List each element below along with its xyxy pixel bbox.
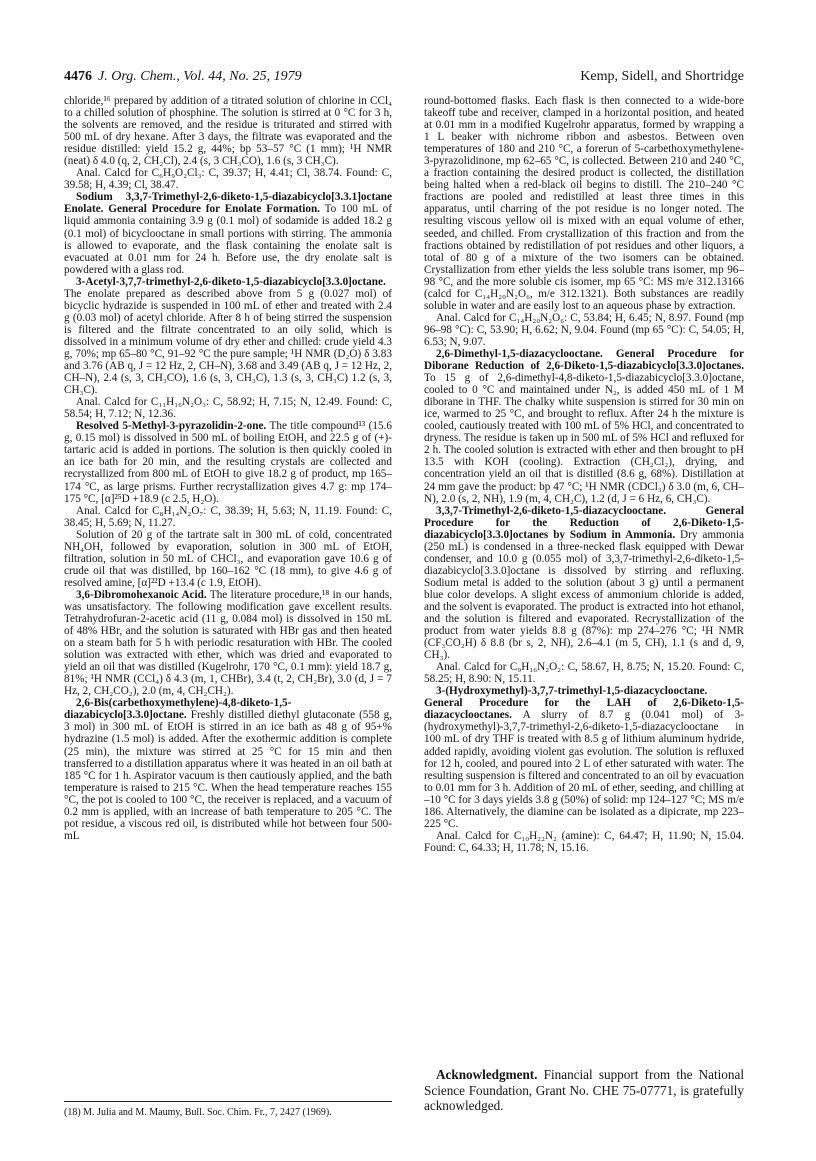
paragraph [64,167,392,191]
paragraph [424,685,744,830]
section-heading: 3-Acetyl-3,7,7-trimethyl-2,6-diketo-1,5-diazabicyclo[3.3.0]octane. [76,275,386,288]
paragraph-text: The literature procedure,¹⁸ in our hands, was unsatisfactory. The following modification gave excellent results. Tetrahydrofuran-2-acetic acid (11 g, 0.084 mol) is dissolved in 150 mL of 48% HBr, and the solution is saturated with HBr gas and then heated on a steam bath for 5 h with periodic resaturation with HBr. The cooled solution was extracted with ether, which was dried and evaporated to yield an oil that was distilled (Kugelrohr, 170 °C, 0.1 mm): yield 18.7 g, 81%; ¹H NMR (CCl₄) δ 4.3 (m, 1, CHBr), 3.4 (t, 2, CH₂Br), 3.0 (d, J = 7 Hz, 2, CH₂CO₂), 2.0 (m, 4, CH₂CH₂). [64,588,392,698]
section-heading: Sodium 3,3,7-Trimethyl-2,6-diketo-1,5-diazabicyclo[3.3.1]octane Enolate. General Procedure for Enolate Formation. [64,191,392,216]
paragraph [64,529,392,589]
section-heading: Resolved 5-Methyl-3-pyrazolidin-2-one. [76,420,267,433]
paragraph-text: Anal. Calcd for C₈H₁₄N₂O₇: C, 38.39; H, 5.63; N, 11.19. Found: C, 38.45; H, 5.69; N, 11.27. [64,504,392,529]
paragraph-text: Anal. Calcd for C₉H₁₆N₂O₂: C, 58.67, H, 8.75; N, 15.20. Found: C, 58.25; H, 8.90: N, 15.11. [424,661,744,686]
acknowledgment-text: Financial support from the National Science Foundation, Grant No. CHE 75-07771, is gratefully acknowledged. [424,1067,744,1114]
paragraph [424,661,744,685]
paragraph [64,95,392,167]
paragraph [64,697,392,842]
paragraph [424,95,744,312]
section-heading: 3,6-Dibromohexanoic Acid. [76,588,207,601]
paragraph-text: Anal. Calcd for C₁₁H₁₆N₂O₃: C, 58.92; H, 7.15; N, 12.49. Found: C, 58.54; H, 7.12; N, 12.36. [64,396,392,421]
section-heading: 2,6-Dimethyl-1,5-diazacyclooctane. General Procedure for Diborane Reduction of 2,6-Diketo-1,5-diazabicyclo[3.3.0]octanes. [424,347,744,373]
acknowledgment [424,1067,744,1114]
acknowledgment-heading: Acknowledgment. [436,1067,538,1082]
right-column [424,95,744,854]
paragraph-text: Freshly distilled diethyl glutaconate (558 g, 3 mol) in 300 mL of EtOH is stirred in an ice bath as 48 g of 95+% hydrazine (1.5 mol) is added. After the exothermic addition is complete (25 min), the mixture was stirred at 25 °C for 15 min and then transferred to a distillation apparatus where it was heated in an oil bath at 185 °C for 1 h. Aspirator vacuum is then cautiously applied, and the bath temperature is raised to 215 °C. When the head temperature reaches 155 °C, the pot is cooled to 100 °C, the receiver is replaced, and a vacuum of 0.2 mm is applied, with an increase of bath temperature to 205 °C. The pot residue, a viscous red oil, is distributed while hot between four 500-mL [64,709,392,842]
paragraph-text: A slurry of 8.7 g (0.041 mol) of 3-(hydroxymethyl)-3,7,7-trimethyl-2,6-diketo-1,5-diazacyclooctane in 100 mL of dry THF is treated with 8.5 g of lithium aluminum hydride, added rapidly, avoiding violent gas evolution. The solution is refluxed for 12 h, cooled, and poured into 2 L of ether saturated with water. The resulting suspension is filtered and concentrated to an oil by evacuation to 0.01 mm for 3 h. Addition of 20 mL of ether, seeding, and chilling at –10 °C for 3 days yields 3.8 g (50%) of solid: mp 124–127 °C; MS m/e 186. Alternatively, the diamine can be isolated as a dipicrate, mp 223–225 °C. [424,709,744,830]
running-header [64,69,744,89]
paragraph-text: Anal. Calcd for C₆H₉O₂Cl₃: C, 39.37; H, 4.41; Cl, 38.74. Found: C, 39.58; H, 4.39; Cl, 38.47. [64,167,392,192]
paragraph-text: To 100 mL of liquid ammonia containing 3.9 g (0.1 mol) of sodamide is added 18.2 g (0.1 mol) of bicyclooctane in small portions with stirring. The ammonia is allowed to evaporate, and the flask containing the enolate salt is evacuated at 0.01 mm for 24 h. Before use, the dry enolate salt is powdered with a glass rod. [64,203,392,276]
paragraph [424,312,744,348]
author-names: Kemp, Sidell, and Shortridge [580,69,744,84]
paragraph-text: Anal. Calcd for C₁₀H₂₂N₂ (amine): C, 64.47; H, 11.90; N, 15.04. Found: C, 64.33; H, 11.78; N, 15.16. [424,829,744,854]
paragraph-text: Solution of 20 g of the tartrate salt in 300 mL of cold, concentrated NH₄OH, followed by evaporation, solution in 300 mL of EtOH, filtration, solution in 50 mL of CHCl₃, and evaporation gave 10.6 g of crude oil that was distilled, bp 160–162 °C (18 mm), to give 4.6 g of resolved amine, [α]²²D +13.4 (c 1.9, EtOH). [64,528,392,589]
paragraph [64,420,392,504]
paragraph [424,348,744,505]
paragraph-text: Dry ammonia (250 mL) is condensed in a three-necked flask equipped with Dewar condenser, and 10.0 g (0.055 mol) of 3,3,7-trimethyl-2,6-diketo-1,5-diazabicyclo[3.3.0]octane is dissolved by stirring and refluxing. Sodium metal is added to the solution (about 3 g) until a permanent blue color develops. A slight excess of ammonium chloride is added, and the solvent is evaporated. The product is extracted into hot ethanol, and the solution is filtered and evaporated. Recrystallization of the product from water yields 8.8 g (87%): mp 274–276 °C; ¹H NMR (CF₃CO₂H) δ 8.8 (br s, 2, NH), 2.6–4.1 (m 5, CH), 1.1 (s and d, 9, CH₃). [424,528,744,662]
paragraph [64,396,392,420]
section-heading: 2,6-Bis(carbethoxymethylene)-4,8-diketo-1,5-diazabicyclo[3.3.0]octane. [64,697,292,722]
paragraph [64,505,392,529]
header-left [64,69,302,85]
paragraph [64,589,392,697]
footnote-divider [64,1101,392,1102]
paragraph-text: round-bottomed flasks. Each flask is then connected to a wide-bore takeoff tube and receiver, clamped in a horizontal position, and heated at 0.01 mm in a modified Kugelrohr apparatus, formed by wrapping a 1 L beaker with nichrome ribbon and asbestos. Between oven temperatures of 180 and 210 °C, a forerun of 5-carbethoxymethylene-3-pyrazolidinone, mp 62–65 °C, is collected. Between 210 and 240 °C, a fraction containing the desired product is collected, the distillation being halted when a red-black oil begins to distill. The 210–240 °C fractions are pooled and redistilled at least three times in this apparatus, until charring of the pot residue is no longer noted. The resulting viscous yellow oil is mixed with an equal volume of ether, seeded, and chilled. From crystallization of this fraction and from the fractions obtained by redistillation of pot residues and other liquors, a total of 80 g of a mixture of the two isomers can be obtained. Crystallization from ether yields the less soluble trans isomer, mp 96–98 °C, and the more soluble cis isomer, mp 65 °C: MS m/e 312.13166 (calcd for C₁₄H₂₀N₂O₆, m/e 312.1321). Both substances are readily soluble in water and are easily lost to an aqueous phase by extraction. [424,95,744,312]
paragraph [424,830,744,854]
paragraph-text: The enolate prepared as described above from 5 g (0.027 mol) of bicyclic hydrazide is suspended in 100 mL of ether and treated with 2.4 g (0.03 mol) of acetyl chloride. After 8 h of being stirred the suspension is filtered and the filtrate concentrated to an oily solid, which is dissolved in a minimum volume of dry ether and chilled: crude yield 4.3 g, 70%; mp 65–80 °C, 91–92 °C the pure sample; ¹H NMR (D₂O) δ 3.83 and 3.76 (AB q, J = 12 Hz, 2, CH–N), 3.68 and 3.49 (AB q, J = 12 Hz, 2, CH–N), 2.4 (s, 3, CH₃CO), 1.6 (s, 3, CH₃C), 1.3 (s, 3, CH₃C) 1.2 (s, 3, CH₃C). [64,287,392,397]
paragraph-text: chloride,¹⁶ prepared by addition of a titrated solution of chlorine in CCl₄ to a chilled solution of phosphine. The solution is stirred at 0 °C for 3 h, the solvents are removed, and the residue is triturated and stirred with 500 mL of dry hexane. After 3 days, the filtrate was evaporated and the residue distilled: yield 15.2 g, 44%; bp 53–57 °C (1 mm); ¹H NMR (neat) δ 4.0 (q, 2, CH₂Cl), 2.4 (s, 3 CH₃CO), 1.6 (s, 3 CH₃C). [64,95,392,168]
section-heading: 3,3,7-Trimethyl-2,6-diketo-1,5-diazacyclooctane. General Procedure for the Reduction of 2,6-Diketo-1,5-diazabicyclo[3.3.0]octanes by Sodium in Ammonia. [424,504,744,541]
paragraph [64,191,392,275]
footnote: (18) M. Julia and M. Maumy, Bull. Soc. Chim. Fr., 7, 2427 (1969). [64,1107,332,1118]
paragraph-text: To 15 g of 2,6-dimethyl-4,8-diketo-1,5-diazabicyclo[3.3.0]octane, cooled to 0 °C and maintained under N₂, is added 450 mL of 1 M diborane in THF. The chalky white suspension is stirred for 30 min on ice, warmed to 25 °C, and brought to reflux. After 24 h the mixture is cooled, cautiously treated with 100 mL of 5% HCl, and concentrated to dryness. The residue is taken up in 500 mL of 5% HCl and refluxed for 2 h. The cooled solution is extracted with ether and then brought to pH 13.5 with KOH (cooling). Extraction (CH₂Cl₂), drying, and concentration yield an oil that is distilled (8.6 g, 68%). Distillation at 24 mm gave the product: bp 47 °C; ¹H NMR (CDCl₃) δ 3.0 (m, 6, CH–N), 2.0 (s, 2, NH), 1.9 (m, 4, CH₂C), 1.2 (d, J = 6 Hz, 6, CH₃C). [424,372,744,505]
paragraph [424,505,744,662]
page-number: 4476 [64,69,92,84]
section-heading: 3-(Hydroxymethyl)-3,7,7-trimethyl-1,5-diazacyclooctane. General Procedure for the LAH of 2,6-Diketo-1,5-diazacyclooctanes. [424,685,744,722]
paragraph [64,276,392,396]
paragraph-text: Anal. Calcd for C₁₄H₂₀N₂O₆: C, 53.84; H, 6.45; N, 8.97. Found (mp 96–98 °C): C, 53.90; H, 6.62; N, 9.04. Found (mp 65 °C): C, 54.05; H, 6.53; N, 9.07. [424,311,744,348]
journal-citation: J. Org. Chem., Vol. 44, No. 25, 1979 [98,69,302,84]
paragraph-text: The title compound¹³ (15.6 g, 0.15 mol) is dissolved in 500 mL of boiling EtOH, and 22.5 g of (+)-tartaric acid is added in portions. The solution is then quickly cooled in an ice bath for 20 min, and the resulting crystals are collected and recrystallized from 800 mL of EtOH to give 18.2 g of product, mp 165–174 °C, as large prisms. Further recrystallization gives 4.7 g: mp 174–175 °C, [α]²⁵D +18.9 (c 2.5, H₂O). [64,420,392,505]
left-column [64,95,392,842]
